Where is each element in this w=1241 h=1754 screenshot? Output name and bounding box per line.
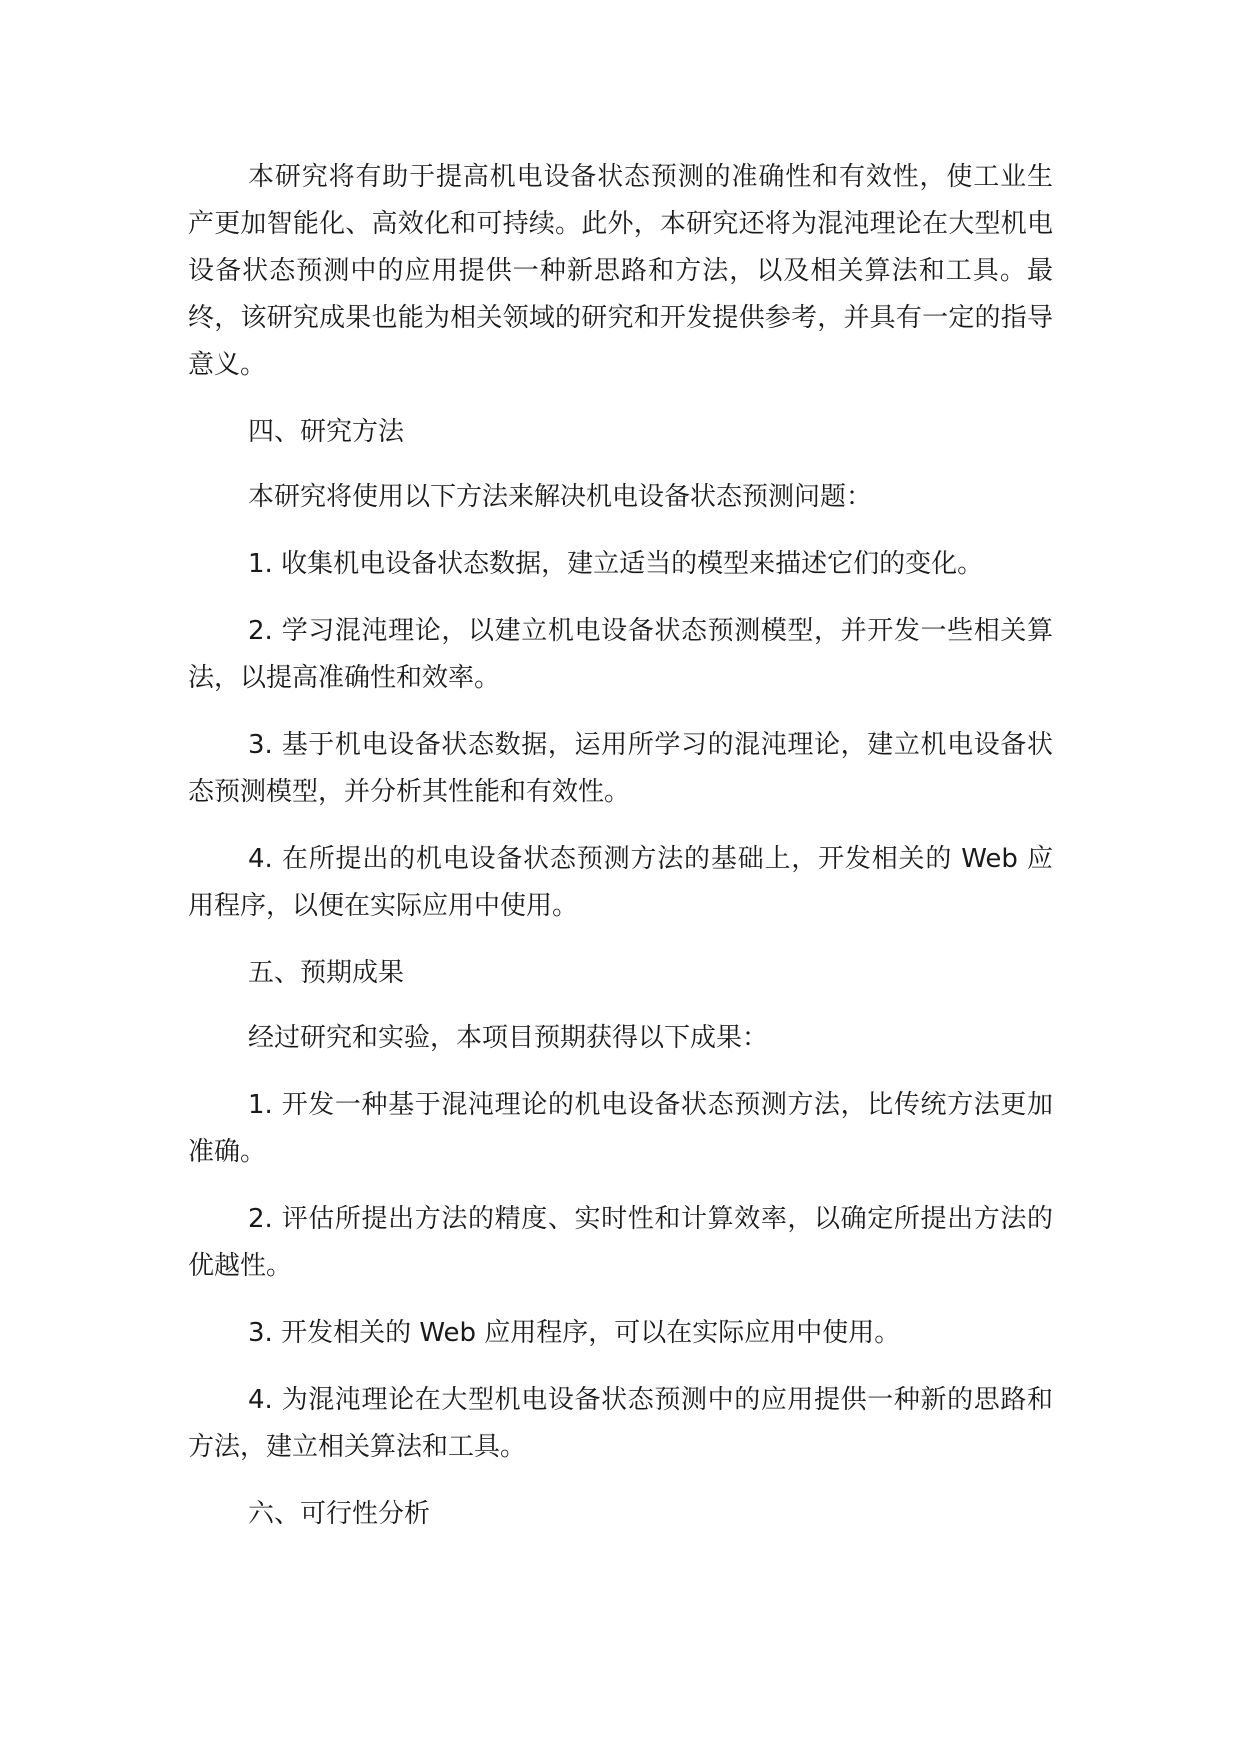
list-item-method-2: 2. 学习混沌理论，以建立机电设备状态预测模型，并开发一些相关算法，以提高准确性和效率。 [188,616,1053,693]
document-page [188,154,1053,1556]
section-heading-feasibility: 六、可行性分析 [248,1499,431,1529]
list-item-result-2: 2. 评估所提出方法的精度、实时性和计算效率，以确定所提出方法的优越性。 [188,1204,1053,1281]
paragraph-results-intro: 经过研究和实验，本项目预期获得以下成果： [248,1023,769,1053]
paragraph-significance: 本研究将有助于提高机电设备状态预测的准确性和有效性，使工业生产更加智能化、高效化和可持续。此外，本研究还将为混沌理论在大型机电设备状态预测中的应用提供一种新思路和方法，以及相关算法和工具。最终，该研究成果也能为相关领域的研究和开发提供参考，并具有一定的指导意义。 [188,162,1053,380]
list-item-result-4: 4. 为混沌理论在大型机电设备状态预测中的应用提供一种新的思路和方法，建立相关算法和工具。 [188,1385,1053,1462]
list-item-method-3: 3. 基于机电设备状态数据，运用所学习的混沌理论，建立机电设备状态预测模型，并分析其性能和有效性。 [188,730,1053,807]
list-item-method-4: 4. 在所提出的机电设备状态预测方法的基础上，开发相关的 Web 应用程序，以便在实际应用中使用。 [188,844,1053,921]
section-heading-expected-results: 五、预期成果 [248,958,405,988]
list-item-method-1: 1. 收集机电设备状态数据，建立适当的模型来描述它们的变化。 [248,549,984,579]
paragraph-methods-intro: 本研究将使用以下方法来解决机电设备状态预测问题： [248,482,873,512]
list-item-result-3: 3. 开发相关的 Web 应用程序，可以在实际应用中使用。 [248,1318,901,1348]
section-heading-research-methods: 四、研究方法 [248,417,405,447]
list-item-result-1: 1. 开发一种基于混沌理论的机电设备状态预测方法，比传统方法更加准确。 [188,1090,1053,1167]
